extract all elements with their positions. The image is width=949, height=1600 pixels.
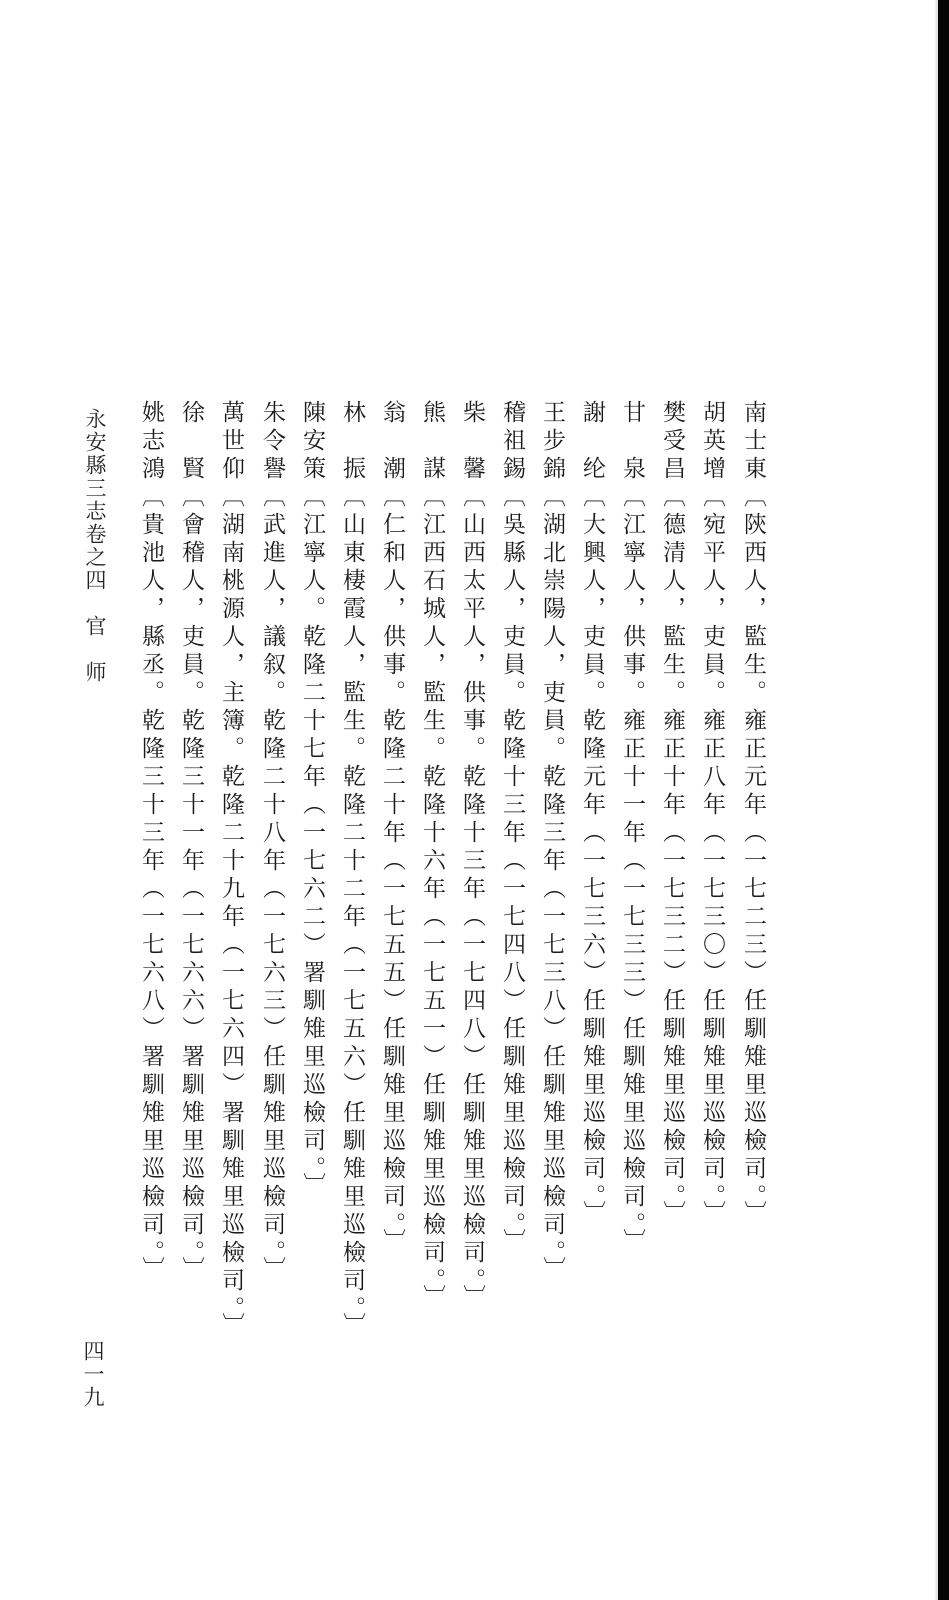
- entry-name: 林 振: [339, 400, 365, 484]
- entry-detail: 〔德清人，監生。雍正十年（一七三二）任馴雉里巡檢司。〕: [659, 484, 685, 1229]
- entry-column: [214, 400, 248, 1341]
- entry-name: 樊受昌: [659, 400, 685, 484]
- entry-column: [455, 400, 489, 1313]
- entry-detail: 〔大興人，吏員。乾隆元年（一七三六）任馴雉里巡檢司。〕: [579, 484, 605, 1229]
- entry-name: 胡英增: [699, 400, 725, 484]
- entry-detail: 〔山西太平人，供事。乾隆十三年（一七四八）任馴雉里巡檢司。〕: [459, 484, 485, 1313]
- entry-name: 甘 泉: [619, 400, 645, 484]
- entry-detail: 〔武進人，議叙。乾隆二十八年（一七六三）任馴雉里巡檢司。〕: [259, 484, 285, 1285]
- entry-name: 姚志鴻: [138, 400, 164, 484]
- entry-column: [695, 400, 729, 1229]
- page-number: 四一九: [81, 1340, 105, 1409]
- scan-edge: [938, 0, 949, 1600]
- entry-column: [134, 400, 168, 1285]
- entry-detail: 〔宛平人，吏員。雍正八年（一七三〇）任馴雉里巡檢司。〕: [699, 484, 725, 1229]
- entry-name: 稽祖錫: [499, 400, 525, 484]
- entry-detail: 〔江寧人，供事。雍正十一年（一七三三）任馴雉里巡檢司。〕: [619, 484, 645, 1257]
- entry-name: 萬世仰: [218, 400, 244, 484]
- entry-name: 朱令譽: [259, 400, 285, 484]
- entry-detail: 〔吳縣人，吏員。乾隆十三年（一七四八）任馴雉里巡檢司。〕: [499, 484, 525, 1257]
- entry-detail: 〔陝西人，監生。雍正元年（一七二三）任馴雉里巡檢司。〕: [740, 484, 766, 1229]
- entry-column: [736, 400, 770, 1229]
- entry-name: 柴 馨: [459, 400, 485, 484]
- entry-column: [174, 400, 208, 1285]
- entry-detail: 〔江西石城人，監生。乾隆十六年（一七五一）任馴雉里巡檢司。〕: [419, 484, 445, 1313]
- entry-column: [375, 400, 409, 1257]
- entry-detail: 〔仁和人，供事。乾隆二十年（一七五五）任馴雉里巡檢司。〕: [379, 484, 405, 1257]
- entry-name: 王步錦: [539, 400, 565, 484]
- entry-name: 熊 謀: [419, 400, 445, 484]
- entry-column: [575, 400, 609, 1229]
- entry-column: [655, 400, 689, 1229]
- entry-detail: 〔山東棲霞人，監生。乾隆二十二年（一七五六）任馴雉里巡檢司。〕: [339, 484, 365, 1341]
- entry-column: [255, 400, 289, 1285]
- entry-column: [615, 400, 649, 1257]
- running-head: 永安縣三志卷之四 官 师: [83, 408, 107, 684]
- entry-name: 陳安策: [299, 400, 325, 484]
- entry-detail: 〔會稽人，吏員。乾隆三十一年（一七六六）署馴雉里巡檢司。〕: [178, 484, 204, 1285]
- entry-detail: 〔湖北崇陽人，吏員。乾隆三年（一七三八）任馴雉里巡檢司。〕: [539, 484, 565, 1285]
- entry-name: 謝 纶: [579, 400, 605, 484]
- entry-name: 南士東: [740, 400, 766, 484]
- entry-name: 翁 潮: [379, 400, 405, 484]
- entry-column: [495, 400, 529, 1257]
- entry-name: 徐 賢: [178, 400, 204, 484]
- entry-column: [295, 400, 329, 1201]
- entry-column: [535, 400, 569, 1285]
- entry-detail: 〔湖南桃源人，主簿。乾隆二十九年（一七六四）署馴雉里巡檢司。〕: [218, 484, 244, 1341]
- entry-detail: 〔貴池人，縣丞。乾隆三十三年（一七六八）署馴雉里巡檢司。〕: [138, 484, 164, 1285]
- entry-detail: 〔江寧人。乾隆二十七年（一七六二）署馴雉里巡檢司。〕: [299, 484, 325, 1201]
- entry-column: [335, 400, 369, 1341]
- entry-column: [415, 400, 449, 1313]
